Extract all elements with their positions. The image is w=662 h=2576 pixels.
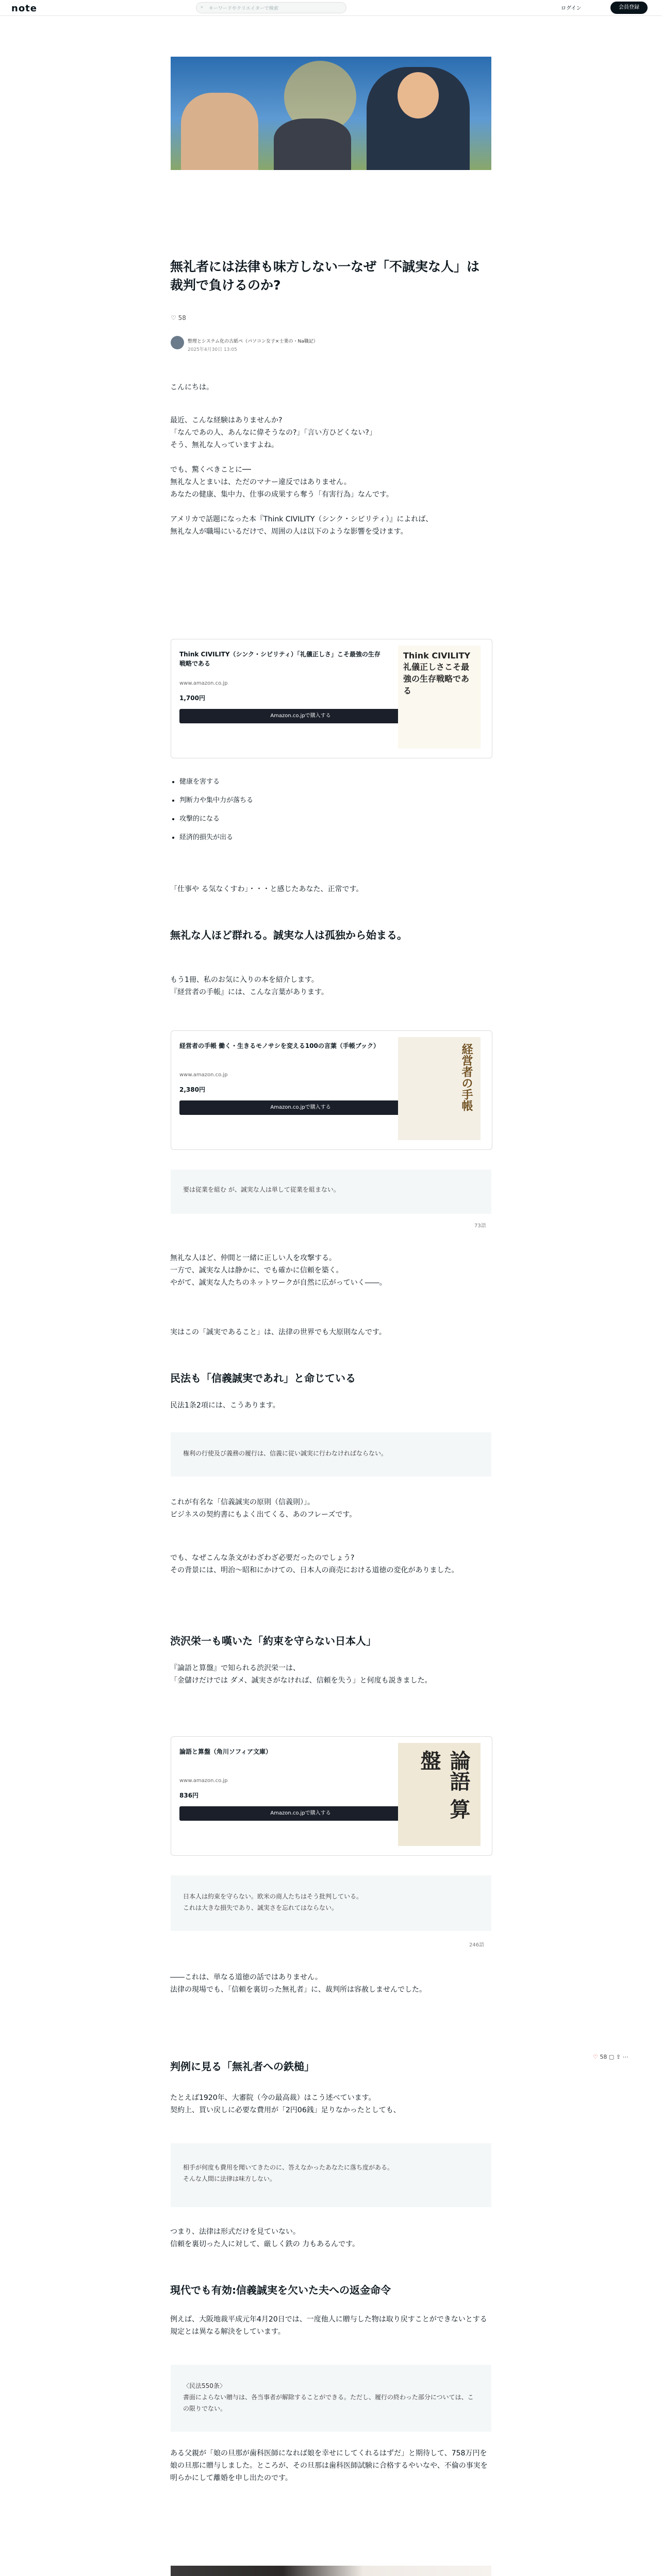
couple-photo <box>171 2566 491 2576</box>
author-name[interactable]: 整理とシステム化の古紙ペ（パソコン女子×士業の・Na職記） <box>188 339 318 344</box>
book-cover: 論語 算盤 <box>398 1743 481 1846</box>
product-price: 2,380円 <box>179 1086 205 1093</box>
paragraph: 「仕事や る気なくすわ」・・・と感じたあなた、正常です。 <box>170 885 363 893</box>
section-heading: 判例に見る「無礼者への鉄槌」 <box>170 2060 315 2073</box>
book-cover: Think CIVILITY 礼儀正しさこそ最強の生存戦略である <box>398 646 481 749</box>
more-icon[interactable]: ⋯ <box>622 2054 628 2060</box>
comment-icon[interactable]: ▢ <box>608 2054 615 2060</box>
heart-icon[interactable]: ♡ <box>593 2054 598 2060</box>
login-link[interactable]: ログイン <box>561 6 582 11</box>
paragraph: これが有名な「信義誠実の原則（信義則）」。 ビジネスの契約書にもよく出てくる、あのフレーズです。 <box>170 1498 357 1519</box>
note-logo[interactable]: note <box>11 3 37 14</box>
amazon-product-card[interactable] <box>171 1030 492 1150</box>
book-cover: 経営者の手帳 <box>398 1037 481 1140</box>
product-domain: www.amazon.co.jp <box>179 681 228 686</box>
like-number: 58 <box>178 314 186 321</box>
section-heading: 現代でも有効:信義誠実を欠いた夫への返金命令 <box>170 2284 391 2296</box>
paragraph: もう1冊、私のお気に入りの本を紹介します。 『経営者の手帳』には、こんな言葉があります。 <box>170 976 328 996</box>
quote-char-count: 73語 <box>474 1223 486 1229</box>
amazon-product-card[interactable] <box>171 639 492 758</box>
effects-list <box>170 773 501 847</box>
product-domain: www.amazon.co.jp <box>179 1072 228 1078</box>
signup-button[interactable]: 会員登録 <box>610 2 648 14</box>
search-input[interactable] <box>196 2 346 13</box>
product-price: 836円 <box>179 1792 199 1799</box>
paragraph: 最近、こんな経験はありませんか? 「なんであの人、あんなに偉そうなの?」「言い方ひどくない?」 そう、無礼な人っていますよね。 <box>170 416 376 449</box>
amazon-buy-button[interactable]: Amazon.co.jpで購入する <box>179 1806 422 1821</box>
top-navigation-bar <box>0 0 662 16</box>
figure-left <box>181 93 258 170</box>
floating-action-bar <box>593 2054 628 2060</box>
publish-date: 2025年4月30日 13:05 <box>188 347 237 352</box>
hero-illustration <box>171 57 491 170</box>
product-domain: www.amazon.co.jp <box>179 1778 228 1784</box>
amazon-product-card[interactable] <box>171 1736 492 1856</box>
author-avatar[interactable] <box>171 336 184 349</box>
paragraph: 実はこの「誠実であること」は、法律の世界でも大原則なんです。 <box>170 1328 386 1336</box>
product-price: 1,700円 <box>179 694 205 702</box>
share-icon[interactable]: ⇪ <box>616 2054 621 2060</box>
amazon-buy-button[interactable]: Amazon.co.jpで購入する <box>179 1100 422 1115</box>
blockquote: 要は従業を組む が、誠実な人は単して従業を組まない。 <box>171 1170 491 1214</box>
paragraph: 民法1条2項には、こうあります。 <box>170 1401 280 1410</box>
paragraph: 例えば、大阪地裁平成元年4月20日では、一度他人に贈与した物は取り戻すことができないとする規定とは異なる解決をしています。 <box>170 2315 487 2336</box>
quote-char-count: 246語 <box>469 1942 485 1948</box>
angry-face <box>398 72 439 118</box>
search-placeholder: キーワードやクリエイターで検索 <box>209 6 278 11</box>
paragraph: こんにちは。 <box>170 383 213 392</box>
amazon-buy-button[interactable]: Amazon.co.jpで購入する <box>179 709 422 723</box>
blockquote: 日本人は約束を守らない。欧米の商人たちはそう批判している。 これは大きな損失であり、誠実さを忘れてはならない。 <box>171 1875 491 1931</box>
paragraph: ――これは、単なる道徳の話ではありません。 法律の現場でも、「信頼を裏切った無礼者」に、裁判所は容赦しませんでした。 <box>170 1973 426 1994</box>
section-heading: 渋沢栄一も嘆いた「約束を守らない日本人」 <box>170 1635 376 1647</box>
article-title: 無礼者には法律も味方しない一なぜ「不誠実な人」は裁判で負けるのか? <box>170 259 480 293</box>
like-count[interactable] <box>171 314 186 321</box>
section-heading: 無礼な人ほど群れる。誠実な人は孤独から始まる。 <box>170 929 407 941</box>
blockquote: 相手が何度も費用を聞いてきたのに、答えなかったあなたに落ち度がある。 そんな人間に法律は味方しない。 <box>171 2143 491 2207</box>
list-item: • 経済的損失が出る <box>179 828 501 847</box>
list-item: • 健康を害する <box>179 773 501 791</box>
product-title[interactable]: 論語と算盤（角川ソフィア文庫） <box>179 1748 272 1755</box>
section-heading: 民法も「信義誠実であれ」と命じている <box>170 1372 356 1384</box>
paragraph: つまり、法律は形式だけを見ていない。 信頼を裏切った人に対して、厳しく鉄の 力もあるんです。 <box>170 2228 360 2248</box>
paragraph: 無礼な人ほど、仲間と一緒に正しい人を攻撃する。 一方で、誠実な人は静かに、でも確かに信頼を築く。 やがて、誠実な人たちのネットワークが自然に広がっていく――。 <box>170 1254 387 1287</box>
paragraph: たとえば1920年、大審院（今の最高裁）はこう述べています。 契約上、買い戻しに必要な費用が「2円06銭」足りなかったとしても、 <box>170 2094 401 2114</box>
product-title[interactable]: Think CIVILITY（シンク・シビリティ）「礼儀正しさ」こそ最強の生存戦略である <box>179 651 380 667</box>
like-count-float: 58 <box>600 2054 607 2060</box>
blockquote: 権利の行使及び義務の履行は、信義に従い誠実に行わなければならない。 <box>171 1432 491 1477</box>
paragraph: 『論語と算盤』で知られる渋沢栄一は、 「金儲けだけでは ダメ、誠実さがなければ、信頼を失う」と何度も説きました。 <box>170 1664 432 1685</box>
blockquote: 〈民法550条〉 書面によらない贈与は、各当事者が解除することができる。ただし、履行の終わった部分については、この限りでない。 <box>171 2365 491 2432</box>
heart-icon: ♡ <box>171 314 176 321</box>
product-title[interactable]: 経営者の手帳 働く・生きるモノサシを変える100の言葉（手帳ブック） <box>179 1042 380 1049</box>
paragraph: アメリカで話題になった本『Think CIVILITY（シンク・シビリティ）』によれば、 無礼な人が職場にいるだけで、周囲の人は以下のような影響を受けます。 <box>170 515 433 536</box>
paragraph: ある父親が「娘の旦那が歯科医師になれば娘を幸せにしてくれるはずだ」と期待して、758万円を娘の旦那に贈与しました。ところが、その旦那は歯科医師試験に合格するやいなや、不倫の事実を明らかにして離婚を申し出たのです。 <box>170 2449 488 2482</box>
paragraph: でも、なぜこんな条文がわざわざ必要だったのでしょう? その背景には、明治〜昭和にかけての、日本人の商売における道徳の変化がありました。 <box>170 1554 459 1574</box>
paragraph: でも、驚くべきことに── 無礼な人とまいは、ただのマナー違反ではありません。 あなたの健康、集中力、仕事の成果すら奪う「有害行為」なんです。 <box>170 466 393 499</box>
list-item: • 攻撃的になる <box>179 810 501 828</box>
search-icon: ⌕ <box>201 5 204 10</box>
list-item: • 判断力や集中力が落ちる <box>179 791 501 810</box>
figure-middle <box>274 118 351 170</box>
